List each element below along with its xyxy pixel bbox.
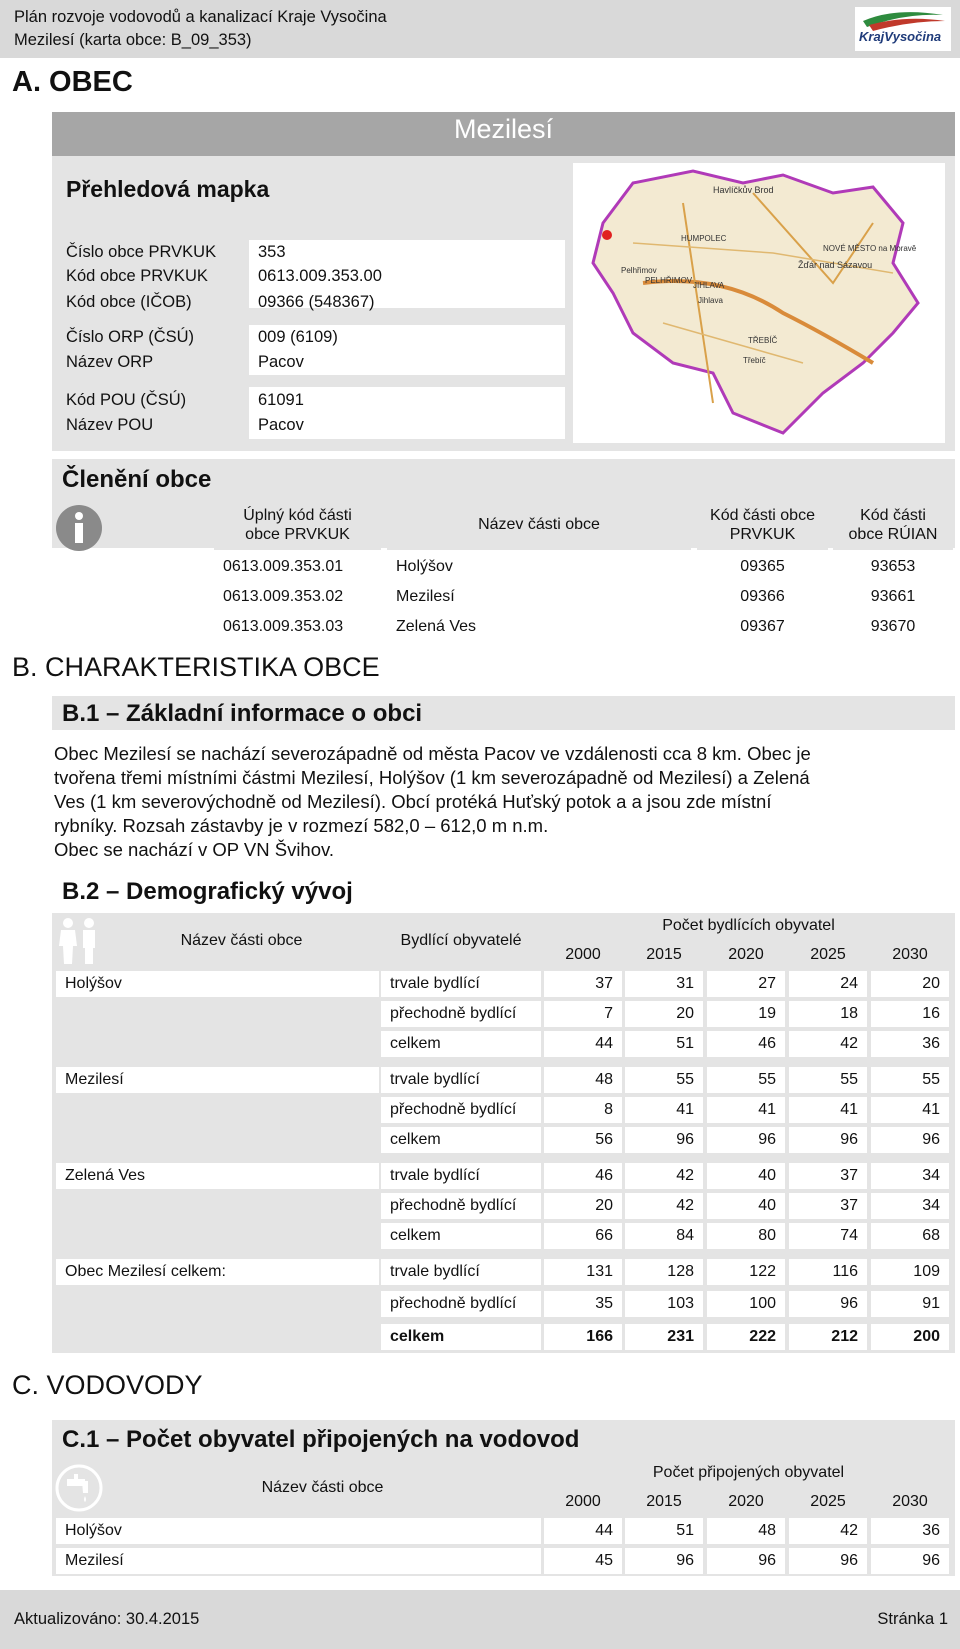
part-name: Holýšov	[56, 971, 379, 997]
part-prvkuk-code: 09367	[697, 614, 828, 640]
population-value: 96	[871, 1127, 949, 1153]
population-value: 96	[707, 1127, 785, 1153]
population-value: 18	[789, 1001, 867, 1027]
population-value: 103	[625, 1291, 703, 1317]
year-header: 2030	[871, 1489, 949, 1515]
population-value: 41	[789, 1097, 867, 1123]
year-header: 2025	[789, 1489, 867, 1515]
field-value: 61091	[258, 391, 304, 409]
population-value: 46	[707, 1031, 785, 1057]
population-value: 42	[789, 1031, 867, 1057]
field-value: Pacov	[258, 353, 304, 371]
logo-text: KrajVysočina	[859, 29, 942, 44]
kraj-vysocina-logo	[855, 7, 951, 51]
resident-type: celkem	[381, 1223, 541, 1249]
cleneni-header: Kód části obce RÚIAN	[833, 500, 953, 550]
population-value: 37	[789, 1193, 867, 1219]
connected-value: 42	[789, 1518, 867, 1544]
c1-header-group: Počet připojených obyvatel	[544, 1460, 953, 1486]
field-label: Číslo obce PRVKUK	[66, 243, 217, 261]
population-value: 20	[871, 971, 949, 997]
population-value: 44	[544, 1031, 622, 1057]
year-header: 2025	[789, 942, 867, 968]
population-value: 41	[625, 1097, 703, 1123]
resident-type: trvale bydlící	[381, 1067, 541, 1093]
part-name: Zelená Ves	[56, 1163, 379, 1189]
population-value: 55	[871, 1067, 949, 1093]
population-value: 37	[789, 1163, 867, 1189]
field-label: Kód POU (ČSÚ)	[66, 391, 187, 409]
field-value: 09366 (548367)	[258, 293, 375, 311]
population-value: 200	[871, 1324, 949, 1350]
b2-header-name: Název části obce	[104, 913, 379, 968]
part-name: Obec Mezilesí celkem:	[56, 1259, 379, 1285]
year-header: 2020	[707, 1489, 785, 1515]
b2-header-type: Bydlící obyvatelé	[381, 913, 541, 968]
population-value: 41	[871, 1097, 949, 1123]
resident-type: celkem	[381, 1127, 541, 1153]
paragraph-line: Obec Mezilesí se nachází severozápadně od města Pacov ve vzdálenosti cca 8 km. Obec je	[54, 743, 811, 764]
population-value: 37	[544, 971, 622, 997]
cleneni-header: Úplný kód části obce PRVKUK	[214, 500, 381, 550]
paragraph-line: Ves (1 km severovýchodně od Mezilesí). Obcí protéká Huťský potok a a jsou zde místní	[54, 791, 772, 812]
population-value: 36	[871, 1031, 949, 1057]
population-value: 116	[789, 1259, 867, 1285]
year-header: 2000	[544, 942, 622, 968]
c1-title: C.1 – Počet obyvatel připojených na vodovod	[62, 1426, 580, 1453]
population-value: 74	[789, 1223, 867, 1249]
population-value: 96	[789, 1127, 867, 1153]
population-value: 34	[871, 1163, 949, 1189]
population-value: 40	[707, 1163, 785, 1189]
info-icon	[54, 503, 104, 553]
population-value: 8	[544, 1097, 622, 1123]
page-header	[0, 0, 960, 58]
updated-date: Aktualizováno: 30.4.2015	[14, 1610, 200, 1628]
map-label: TŘEBÍČ	[748, 336, 778, 345]
connected-value: 96	[789, 1548, 867, 1574]
field-label: Číslo ORP (ČSÚ)	[66, 328, 195, 346]
population-value: 46	[544, 1163, 622, 1189]
population-value: 80	[707, 1223, 785, 1249]
map-label: Jihlava	[698, 296, 723, 305]
part-name: Mezilesí	[56, 1548, 541, 1574]
overview-map	[573, 163, 945, 443]
b2-header-group: Počet bydlících obyvatel	[544, 913, 953, 939]
part-ruian-code: 93653	[833, 554, 953, 580]
part-code: 0613.009.353.01	[214, 554, 381, 580]
overview-title: Přehledová mapka	[66, 176, 270, 202]
population-value: 122	[707, 1259, 785, 1285]
connected-value: 36	[871, 1518, 949, 1544]
b1-paragraph	[54, 742, 954, 862]
population-value: 166	[544, 1324, 622, 1350]
year-header: 2030	[871, 942, 949, 968]
population-value: 128	[625, 1259, 703, 1285]
population-value: 7	[544, 1001, 622, 1027]
resident-type: trvale bydlící	[381, 1163, 541, 1189]
population-value: 41	[707, 1097, 785, 1123]
population-value: 42	[625, 1163, 703, 1189]
connected-value: 51	[625, 1518, 703, 1544]
year-header: 2015	[625, 942, 703, 968]
population-value: 20	[544, 1193, 622, 1219]
map-label: HUMPOLEC	[681, 234, 727, 243]
population-value: 48	[544, 1067, 622, 1093]
people-icon	[56, 916, 102, 966]
population-value: 100	[707, 1291, 785, 1317]
map-label: Třebíč	[743, 356, 766, 365]
part-name: Holýšov	[387, 554, 691, 580]
population-value: 24	[789, 971, 867, 997]
population-value: 35	[544, 1291, 622, 1317]
resident-type: trvale bydlící	[381, 971, 541, 997]
resident-type: celkem	[381, 1324, 541, 1350]
section-c-heading: C. VODOVODY	[12, 1370, 203, 1400]
population-value: 55	[789, 1067, 867, 1093]
population-value: 16	[871, 1001, 949, 1027]
population-value: 19	[707, 1001, 785, 1027]
field-value: 353	[258, 243, 286, 261]
connected-value: 96	[707, 1548, 785, 1574]
b1-title: B.1 – Základní informace o obci	[62, 700, 423, 727]
field-value: Pacov	[258, 416, 304, 434]
part-code: 0613.009.353.03	[214, 614, 381, 640]
population-value: 55	[707, 1067, 785, 1093]
population-value: 31	[625, 971, 703, 997]
population-value: 231	[625, 1324, 703, 1350]
paragraph-line: tvořena třemi místními částmi Mezilesí, Holýšov (1 km severozápadně od Mezilesí) a Zelená	[54, 767, 810, 788]
part-name: Zelená Ves	[387, 614, 691, 640]
population-value: 66	[544, 1223, 622, 1249]
population-value: 131	[544, 1259, 622, 1285]
field-label: Název ORP	[66, 353, 154, 371]
connected-value: 44	[544, 1518, 622, 1544]
map-label: Žďár nad Sázavou	[798, 260, 873, 270]
cleneni-header: Kód části obce PRVKUK	[697, 500, 828, 550]
resident-type: přechodně bydlící	[381, 1001, 541, 1027]
population-value: 40	[707, 1193, 785, 1219]
b2-title: B.2 – Demografický vývoj	[62, 878, 353, 905]
year-header: 2015	[625, 1489, 703, 1515]
part-ruian-code: 93670	[833, 614, 953, 640]
population-value: 56	[544, 1127, 622, 1153]
year-header: 2020	[707, 942, 785, 968]
population-value: 91	[871, 1291, 949, 1317]
part-prvkuk-code: 09366	[697, 584, 828, 610]
document-title: Plán rozvoje vodovodů a kanalizací Kraje Vysočina	[14, 8, 387, 26]
population-value: 68	[871, 1223, 949, 1249]
page-footer	[0, 1590, 960, 1649]
section-b-heading: B. CHARAKTERISTIKA OBCE	[12, 652, 380, 682]
population-value: 27	[707, 971, 785, 997]
population-value: 34	[871, 1193, 949, 1219]
connected-value: 96	[625, 1548, 703, 1574]
c1-header-name: Název části obce	[104, 1460, 541, 1515]
map-label: Pelhřimov	[621, 266, 657, 275]
field-label: Název POU	[66, 416, 154, 434]
water-tap-icon	[54, 1463, 104, 1513]
field-label: Kód obce (IČOB)	[66, 293, 192, 311]
section-a-heading: A. OBEC	[12, 66, 133, 98]
paragraph-line: rybníky. Rozsah zástavby je v rozmezí 582,0 – 612,0 m n.m.	[54, 815, 549, 836]
population-value: 51	[625, 1031, 703, 1057]
population-value: 96	[789, 1291, 867, 1317]
population-value: 96	[625, 1127, 703, 1153]
cleneni-header: Název části obce	[387, 500, 691, 550]
map-label: JIHLAVA	[693, 281, 725, 290]
connected-value: 48	[707, 1518, 785, 1544]
field-value: 0613.009.353.00	[258, 267, 382, 285]
population-value: 55	[625, 1067, 703, 1093]
population-value: 84	[625, 1223, 703, 1249]
page-number: Stránka 1	[877, 1610, 948, 1628]
population-value: 20	[625, 1001, 703, 1027]
field-value: 009 (6109)	[258, 328, 338, 346]
resident-type: celkem	[381, 1031, 541, 1057]
resident-type: trvale bydlící	[381, 1259, 541, 1285]
population-value: 222	[707, 1324, 785, 1350]
year-header: 2000	[544, 1489, 622, 1515]
population-value: 109	[871, 1259, 949, 1285]
part-name: Mezilesí	[387, 584, 691, 610]
region-map-icon	[573, 163, 945, 443]
part-prvkuk-code: 09365	[697, 554, 828, 580]
document-subtitle: Mezilesí (karta obce: B_09_353)	[14, 31, 252, 49]
population-value: 212	[789, 1324, 867, 1350]
resident-type: přechodně bydlící	[381, 1193, 541, 1219]
part-ruian-code: 93661	[833, 584, 953, 610]
resident-type: přechodně bydlící	[381, 1097, 541, 1123]
map-label: Havlíčkův Brod	[713, 185, 774, 195]
part-name: Mezilesí	[56, 1067, 379, 1093]
resident-type: přechodně bydlící	[381, 1291, 541, 1317]
municipality-name: Mezilesí	[453, 114, 554, 144]
field-label: Kód obce PRVKUK	[66, 267, 208, 285]
map-label: NOVÉ MĚSTO na Moravě	[823, 244, 917, 253]
paragraph-line: Obec se nachází v OP VN Švihov.	[54, 839, 335, 860]
connected-value: 96	[871, 1548, 949, 1574]
population-value: 42	[625, 1193, 703, 1219]
municipality-banner	[52, 112, 955, 156]
cleneni-title: Členění obce	[62, 466, 212, 493]
part-code: 0613.009.353.02	[214, 584, 381, 610]
part-name: Holýšov	[56, 1518, 541, 1544]
map-label: PELHŘIMOV	[645, 276, 693, 285]
connected-value: 45	[544, 1548, 622, 1574]
